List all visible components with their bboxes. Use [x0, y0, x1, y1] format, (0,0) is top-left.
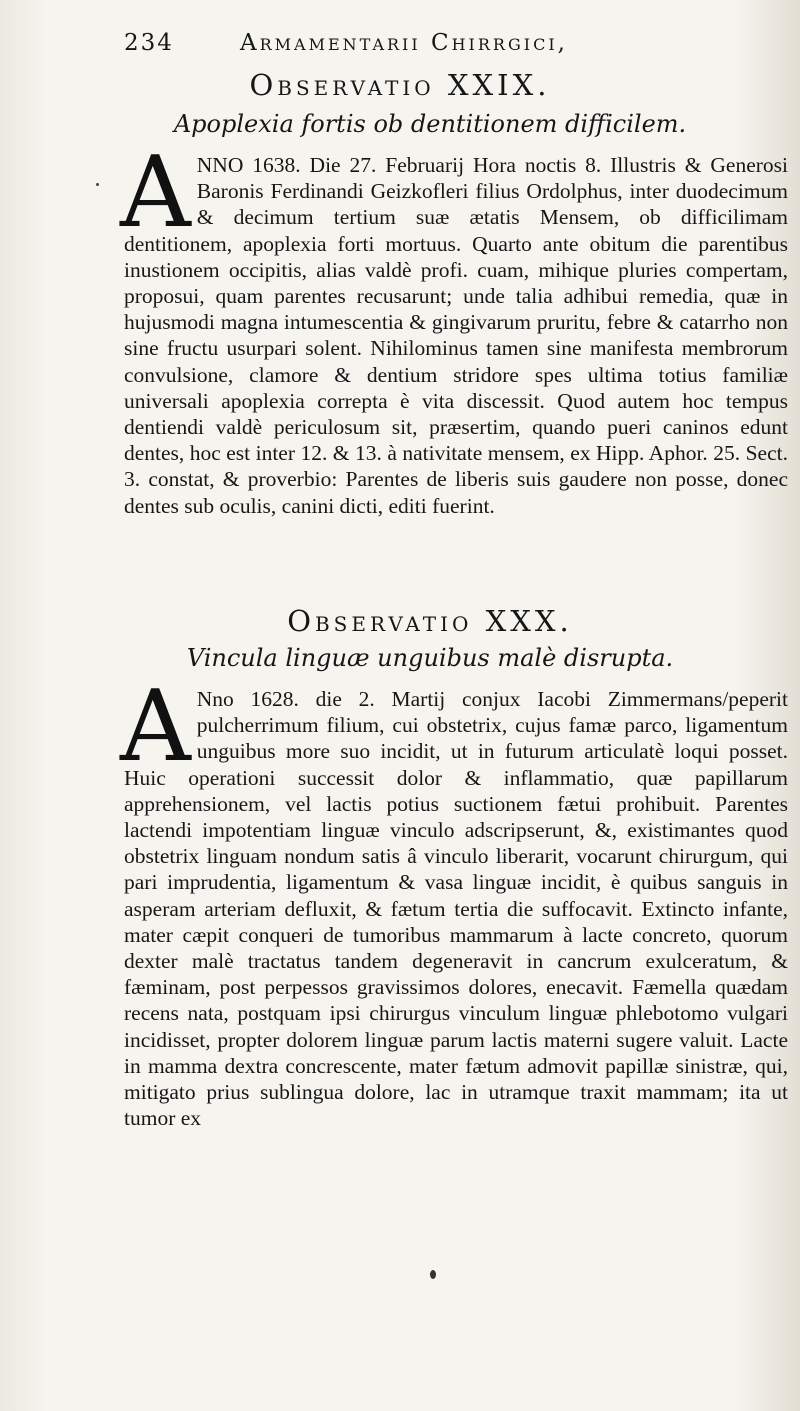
- drop-cap: A: [120, 670, 191, 784]
- observation-title: Observatio XXIX.: [249, 68, 551, 102]
- observation-text: Nno 1628. die 2. Martij conjux Iacobi Zimmermans/peperit pulcherrimum filium, cui obstetrix, cujus famæ parco, ligamentum unguibus more suo incidit, ut in futurum articulatè loqui posset. Huic operationi successit dolor & inflammatio, quæ papillarum apprehensionem, vel lactis potius suctionem fætui prohibuit. Parentes lactendi impotentiam linguæ vinculo adscripserunt, &, existimantes quod obstetrix linguam nondum satis â vinculo liberarit, vocarunt chirurgum, qui pari imprudentia, ligamentum & vasa linguæ incidit, è quibus sanguis in asperam arteriam defluxit, & fætum tertia die suffocavit. Extincto infante, mater cæpit conqueri de tumoribus mammarum à lacte concreto, quorum dexter malè tractatus tandem degeneravit in cancrum exulceratum, & fæminam, post perpessos gravissimos dolores, enecavit. Fæmella quædam recens nata, postquam ipsi chirurgus vinculum linguæ phlebotomo vulgari incidisset, propter dolorem linguæ parum lactis materni sugere valuit. Lacte in mamma dextra concrescente, mater fætum admovit papillæ sinistræ, qui, mitigato prius sublingua dolore, lac in utramque traxit mammam; ita ut tumor ex: [124, 687, 788, 1131]
- page-number: 234: [124, 30, 174, 56]
- observation-body: [120, 136, 788, 519]
- running-header: [124, 30, 776, 56]
- drop-cap: A: [120, 136, 191, 250]
- observation-title: Observatio XXX.: [287, 604, 573, 638]
- observation-body: [120, 670, 788, 1131]
- running-title: Armamentarii Chirrgici,: [240, 30, 568, 56]
- observation-text: NNO 1638. Die 27. Februarij Hora noctis 8. Illustris & Generosi Baronis Ferdinandi Geizkofleri filius Ordolphus, inter duodecimum & decimum tertium suæ ætatis Mensem, ob difficilimam dentitionem, apoplexia forti mortuus. Quarto ante obitum die parentibus inustionem occipitis, alias valdè profi. cuam, mihique pluries compertam, proposui, quam parentes recusarunt; unde talia adhibui remedia, quæ in hujusmodi magna intumescentia & gingivarum pruritu, febre & catarrho non sine fructu usurpari solent. Nihilominus tamen sine manifesta membrorum convulsione, clamore & dentium stridore spes ultima totius familiæ universali apoplexia correpta è vita discessit. Quod autem hoc tempus dentiendi valdè periculosum sit, præsertim, quando pueri caninos edunt dentes, hoc est inter 12. & 13. à nativitate mensem, ex Hipp. Aphor. 25. Sect. 3. constat, & proverbio: Parentes de liberis suis gaudere non posse, donec dentes sub oculis, canini dicti, editi fuerint.: [124, 153, 788, 518]
- observation-subtitle: Apoplexia fortis ob dentitionem difficilem.: [173, 110, 687, 138]
- ink-blot: [430, 1270, 436, 1279]
- ink-speck: [96, 183, 99, 186]
- observation-subtitle: Vincula linguæ unguibus malè disrupta.: [186, 644, 674, 672]
